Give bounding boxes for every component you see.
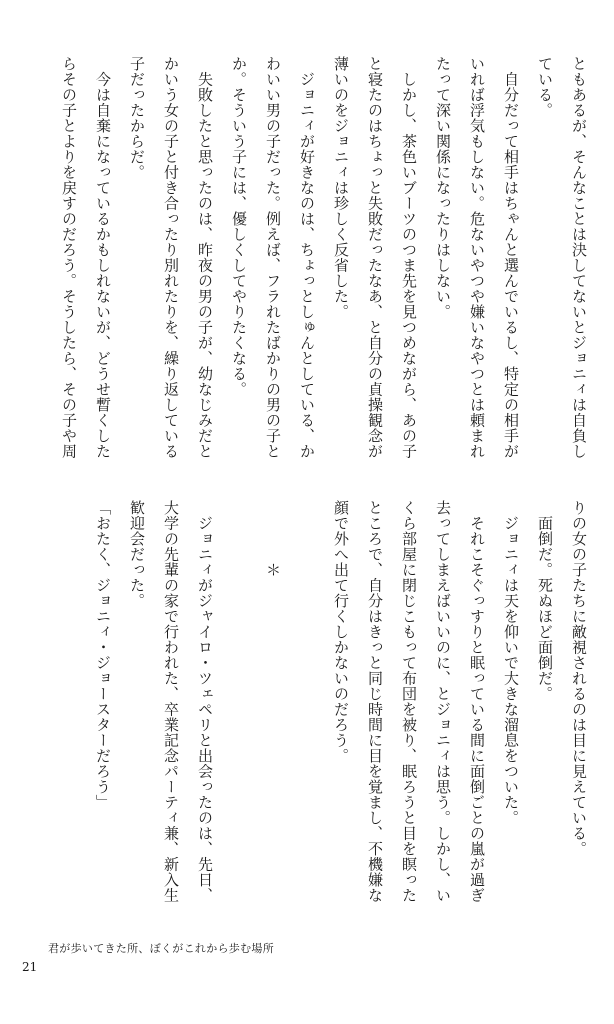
text-line: 「おたく、ジョニィ・ジョースターだろう」: [94, 500, 112, 810]
text-line: ジョニィが好きなのは、ちょっとしゅんとしている、か: [298, 56, 316, 459]
text-line: 去ってしまえばいいのに、とジョニィは思う。しかし、い: [434, 500, 452, 903]
text-line: 子だったからだ。: [128, 56, 146, 180]
text-line: 面倒だ。死ぬほど面倒だ。: [536, 500, 554, 702]
text-line: ところで、自分はきっと同じ時間に目を覚まし、不機嫌な: [366, 500, 384, 903]
text-line: ジョニィがジャイロ・ツェペリと出会ったのは、先日、: [196, 500, 214, 903]
body-text-upper: [52, 56, 596, 476]
text-line: 失敗したと思ったのは、昨夜の男の子が、幼なじみだと: [196, 56, 214, 459]
page-number: 21: [22, 960, 38, 974]
text-line: りの女の子たちに敵視されるのは目に見えている。: [570, 500, 588, 857]
text-line: らその子とよりを戻すのだろう。そうしたら、その子や周: [60, 56, 78, 459]
text-line: わいい男の子だった。例えば、フラれたばかりの男の子と: [264, 56, 282, 459]
text-line: と寝たのはちょっと失敗だったなあ、と自分の貞操観念が: [366, 56, 384, 459]
text-line: ている。: [536, 56, 554, 118]
text-line: [222, 500, 256, 860]
text-line: かいう女の子と付き合ったり別れたりを、繰り返している: [162, 56, 180, 459]
text-line: いれば浮気もしない。危ないやつや嫌いなやつとは頼まれ: [468, 56, 486, 459]
text-line: くら部屋に閉じこもって布団を被り、眠ろうと目を瞑った: [400, 500, 418, 903]
text-line: [290, 500, 324, 860]
text-line: ジョニィは天を仰いで大きな溜息をついた。: [502, 500, 520, 826]
text-line: 大学の先輩の家で行われた、卒業記念パーティ兼、新入生: [162, 500, 180, 903]
text-line: 顔で外へ出て行くしかないのだろう。: [332, 500, 350, 764]
text-line: それこそぐっすりと眠っている間に面倒ごとの嵐が過ぎ: [468, 500, 486, 903]
text-line: ともあるが、そんなことは決してないとジョニィは自負し: [570, 56, 588, 459]
text-line: 歓迎会だった。: [128, 500, 146, 609]
running-footer-title: 君が歩いてきた所、ぼくがこれから歩む場所: [48, 942, 274, 955]
text-line: 自分だって相手はちゃんと選んでいるし、特定の相手が: [502, 56, 520, 459]
section-break-asterisk: ＊: [264, 500, 282, 578]
text-line: 今は自棄になっているかもしれないが、どうせ暫くした: [94, 56, 112, 459]
text-line: 薄いのをジョニィは珍しく反省した。: [332, 56, 350, 320]
body-text-lower: [86, 500, 596, 903]
text-line: たって深い関係になったりはしない。: [434, 56, 452, 320]
text-line: か。そういう子には、優しくしてやりたくなる。: [230, 56, 248, 397]
text-line: しかし、茶色いブーツのつま先を見つめながら、あの子: [400, 56, 418, 459]
